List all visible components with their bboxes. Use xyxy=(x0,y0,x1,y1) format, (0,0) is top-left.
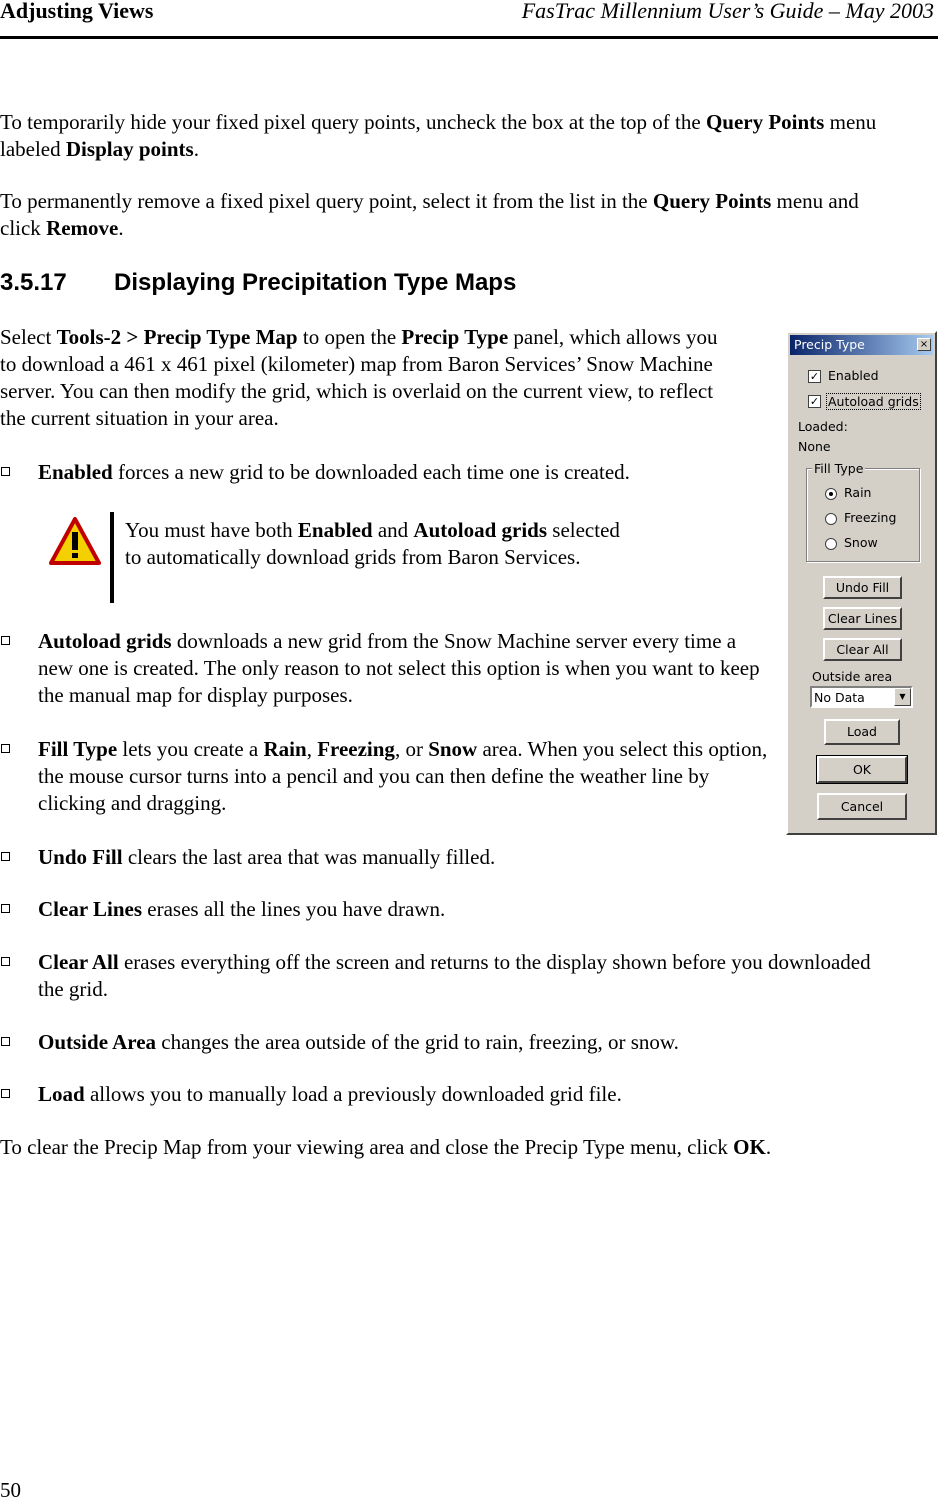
bullet-text: Outside Area changes the area outside of the grid to rain, freezing, or snow. xyxy=(38,1030,679,1054)
enabled-label: Enabled xyxy=(828,368,879,383)
ok-button[interactable]: OK xyxy=(817,756,907,783)
freezing-radio[interactable] xyxy=(825,513,837,525)
enabled-checkbox[interactable]: ✓ xyxy=(809,370,820,383)
warning-bar xyxy=(110,512,114,603)
bullet-text: Fill Type lets you create a Rain, Freezing, or Snow area. When you select this option, the mouse cursor turns into a pencil and you can then define the weather line by clicking and dragging. xyxy=(38,737,768,815)
bullet-box-icon xyxy=(1,1089,10,1098)
close-icon[interactable]: × xyxy=(917,338,931,351)
bullet-box-icon xyxy=(1,744,10,753)
autoload-grids-label: Autoload grids xyxy=(828,394,919,409)
intro-paragraph-remove: To permanently remove a fixed pixel query point, select it from the list in the Query Points menu and click Remove. xyxy=(0,189,859,240)
header-section-title: Adjusting Views xyxy=(0,0,154,23)
bullet-box-icon xyxy=(1,957,10,966)
bullet-text: Enabled forces a new grid to be downloaded each time one is created. xyxy=(38,460,630,484)
intro-paragraph-hide: To temporarily hide your fixed pixel query points, uncheck the box at the top of the Query Points menu labeled Display points. xyxy=(0,110,877,161)
chevron-down-icon[interactable]: ▼ xyxy=(894,688,911,706)
warning-text: You must have both Enabled and Autoload grids selected to automatically download grids from Baron Services. xyxy=(125,518,620,569)
bullet-box-icon xyxy=(1,1037,10,1046)
rain-label: Rain xyxy=(844,485,872,500)
bullet-box-icon xyxy=(1,467,10,476)
clear-lines-button[interactable]: Clear Lines xyxy=(823,607,902,630)
bullet-text: Undo Fill clears the last area that was manually filled. xyxy=(38,845,496,869)
select-paragraph: Select Tools-2 > Precip Type Map to open the Precip Type panel, which allows you to download a 461 x 461 pixel (kilometer) map from Baron Services’ Snow Machine server. You can then modify the grid, which is overlaid on the current view, to reflect the current situation in your area. xyxy=(0,325,718,430)
autoload-grids-checkbox[interactable]: ✓ xyxy=(809,395,820,408)
snow-label: Snow xyxy=(844,535,878,550)
closing-paragraph: To clear the Precip Map from your viewing area and close the Precip Type menu, click OK. xyxy=(0,1135,772,1159)
bullet-text: Load allows you to manually load a previously downloaded grid file. xyxy=(38,1082,622,1106)
outside-area-label: Outside area xyxy=(812,669,893,684)
clear-all-button[interactable]: Clear All xyxy=(823,638,902,661)
rain-radio[interactable] xyxy=(825,488,837,500)
loaded-label: Loaded: xyxy=(798,419,848,434)
warning-icon xyxy=(49,516,101,566)
dialog-title: Precip Type xyxy=(794,337,865,352)
cancel-button[interactable]: Cancel xyxy=(817,793,907,820)
freezing-label: Freezing xyxy=(844,510,897,525)
undo-fill-button[interactable]: Undo Fill xyxy=(823,576,902,599)
snow-radio[interactable] xyxy=(825,538,837,550)
bullet-text: Autoload grids downloads a new grid from the Snow Machine server every time a new one is created. The only reason to not select this option is when you want to keep the manual map for display purposes. xyxy=(38,629,760,707)
section-number: 3.5.17 xyxy=(0,269,67,296)
page-number: 50 xyxy=(0,1478,21,1502)
dialog-title-bar xyxy=(790,335,933,355)
header-rule xyxy=(0,36,938,39)
bullet-box-icon xyxy=(1,852,10,861)
loaded-value: None xyxy=(798,439,831,454)
outside-area-select[interactable] xyxy=(810,686,913,708)
bullet-text: Clear Lines erases all the lines you have drawn. xyxy=(38,897,446,921)
section-title: Displaying Precipitation Type Maps xyxy=(114,269,517,296)
bullet-box-icon xyxy=(1,636,10,645)
outside-area-value: No Data xyxy=(814,690,865,705)
header-guide-title: FasTrac Millennium User’s Guide – May 2003 xyxy=(521,0,934,23)
load-button[interactable]: Load xyxy=(824,719,900,745)
fill-type-label: Fill Type xyxy=(814,461,864,476)
bullet-text: Clear All erases everything off the screen and returns to the display shown before you downloaded the grid. xyxy=(38,950,871,1001)
precip-type-dialog xyxy=(786,331,937,835)
bullet-box-icon xyxy=(1,904,10,913)
